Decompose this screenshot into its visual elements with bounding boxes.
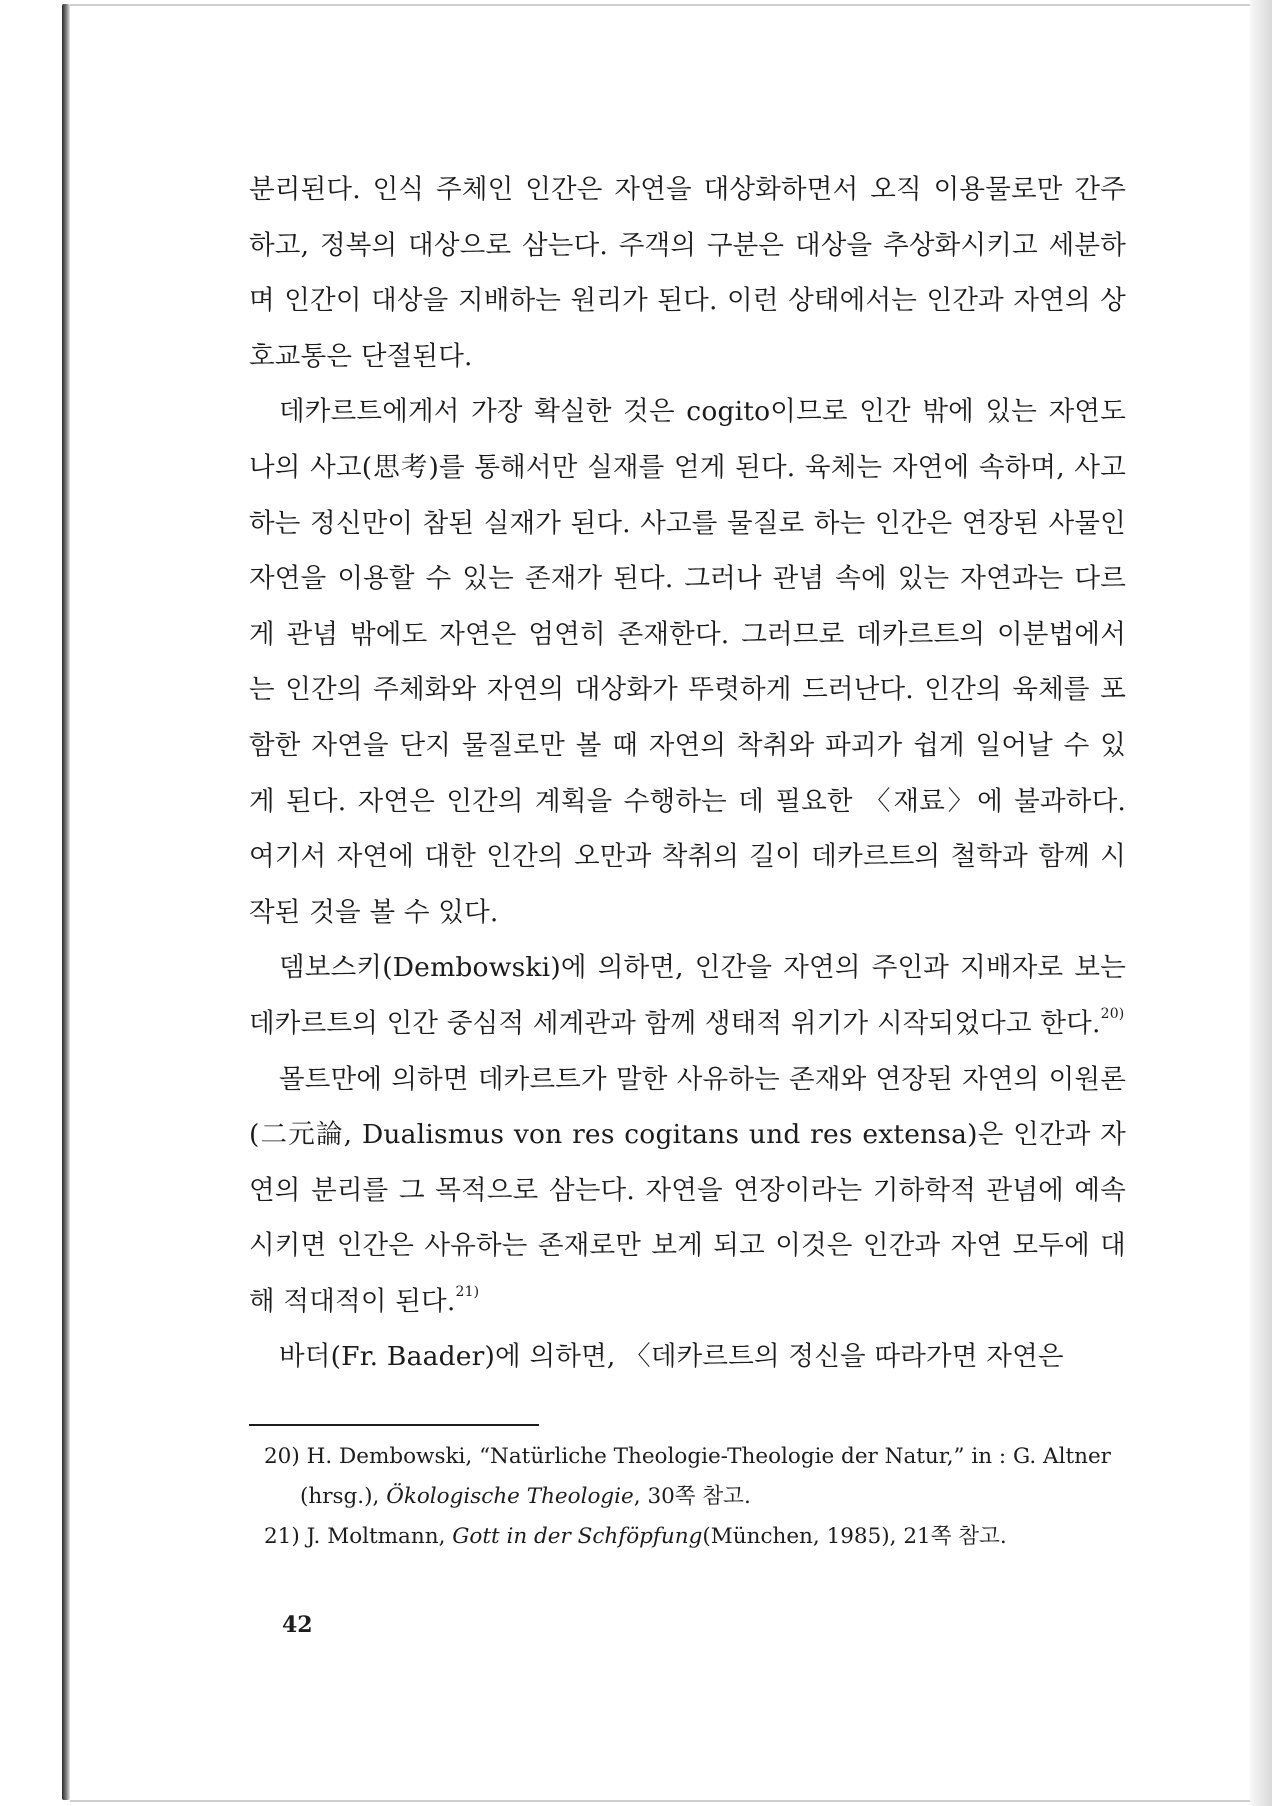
body-text bbox=[249, 162, 1126, 1385]
footnote-ref-20: 20) bbox=[1100, 1005, 1125, 1022]
page-right-edge bbox=[1250, 0, 1272, 1806]
footnote-21-suffix: (München, 1985), 21쪽 참고. bbox=[702, 1524, 1007, 1549]
footnote-21-prefix: 21) J. Moltmann, bbox=[264, 1524, 453, 1549]
paragraph-4 bbox=[249, 1052, 1126, 1330]
paragraph-4-text: 몰트만에 의하면 데카르트가 말한 사유하는 존재와 연장된 자연의 이원론(二元論, Dualismus von res cogitans und res extensa)은 인간과 자연의 분리를 그 목적으로 삼는다. 자연을 연장이라는 기하학적 관념에 예속시키면 인간은 사유하는 존재로만 보게 되고 이것은 인간과 자연 모두에 대해 적대적이 된다. bbox=[249, 1063, 1126, 1317]
paragraph-3 bbox=[249, 940, 1126, 1051]
footnote-20-suffix: , 30쪽 참고. bbox=[633, 1484, 751, 1509]
page-number: 42 bbox=[282, 1612, 313, 1638]
paragraph-5: 바더(Fr. Baader)에 의하면, 〈데카르트의 정신을 따라가면 자연은 bbox=[279, 1341, 1064, 1373]
left-margin bbox=[0, 0, 62, 1806]
page-bottom-edge bbox=[70, 1800, 1250, 1802]
footnote-21 bbox=[264, 1517, 1126, 1557]
footnote-ref-21: 21) bbox=[455, 1283, 480, 1300]
footnote-20-prefix: 20) H. Dembowski, “Natürliche Theologie-Theologie der Natur,” in : G. Altner (hrsg.), bbox=[264, 1444, 1111, 1509]
page-top-edge bbox=[70, 4, 1250, 6]
footnote-divider bbox=[249, 1424, 539, 1426]
footnote-20 bbox=[264, 1437, 1126, 1517]
paragraph-2: 데카르트에게서 가장 확실한 것은 cogito이므로 인간 밖에 있는 자연도 나의 사고(思考)를 통해서만 실재를 얻게 된다. 육체는 자연에 속하며, 사고하는 정신만이 참된 실재가 된다. 사고를 물질로 하는 인간은 연장된 사물인 자연을 이용할 수 있는 존재가 된다. 그러나 관념 속에 있는 자연과는 다르게 관념 밖에도 자연은 엄연히 존재한다. 그러므로 데카르트의 이분법에서는 인간의 주체화와 자연의 대상화가 뚜렷하게 드러난다. 인간의 육체를 포함한 자연을 단지 물질로만 볼 때 자연의 착취와 파괴가 쉽게 일어날 수 있게 된다. 자연은 인간의 계획을 수행하는 데 필요한 〈재료〉에 불과하다. 여기서 자연에 대한 인간의 오만과 착취의 길이 데카르트의 철학과 함께 시작된 것을 볼 수 있다. bbox=[249, 396, 1126, 928]
paragraph-1: 분리된다. 인식 주체인 인간은 자연을 대상화하면서 오직 이용물로만 간주하고, 정복의 대상으로 삼는다. 주객의 구분은 대상을 추상화시키고 세분하며 인간이 대상을 지배하는 원리가 된다. 이런 상태에서는 인간과 자연의 상호교통은 단절된다. bbox=[249, 174, 1126, 372]
footnotes bbox=[264, 1437, 1126, 1557]
paragraph-3-text: 뎀보스키(Dembowski)에 의하면, 인간을 자연의 주인과 지배자로 보는 데카르트의 인간 중심적 세계관과 함께 생태적 위기가 시작되었다고 한다. bbox=[249, 952, 1126, 1039]
footnote-20-title: Ökologische Theologie bbox=[386, 1484, 634, 1509]
book-binding-edge bbox=[62, 4, 70, 1800]
footnote-21-title: Gott in der Schföpfung bbox=[452, 1524, 703, 1549]
